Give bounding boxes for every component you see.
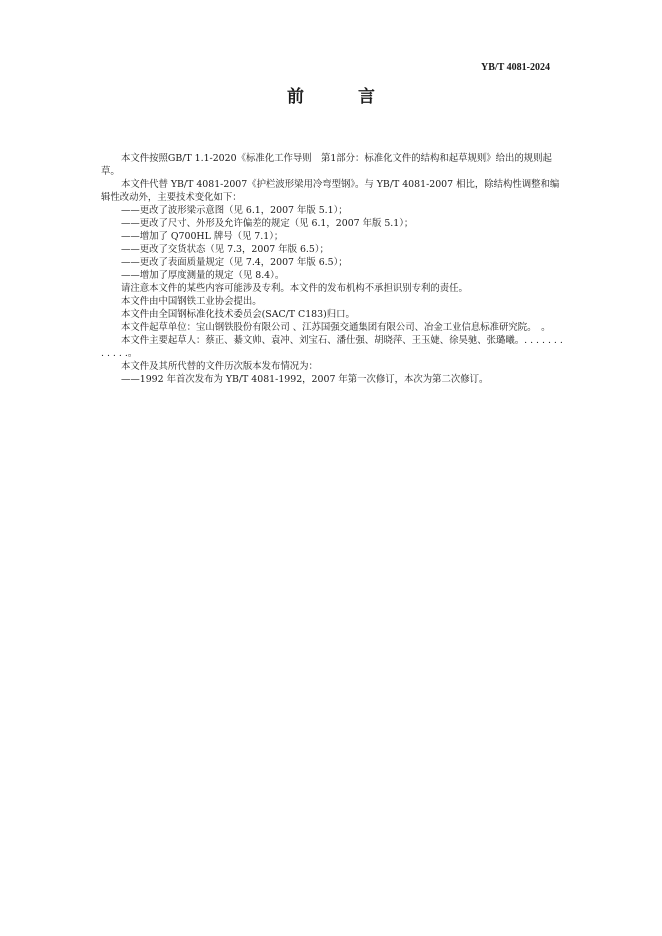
list-item: ——更改了交货状态（见 7.3，2007 年版 6.5）； bbox=[121, 244, 329, 255]
list-item: ——增加了 Q700HL 牌号（见 7.1）； bbox=[121, 231, 284, 242]
list-item: ——增加了厚度测量的规定（见 8.4）。 bbox=[121, 270, 285, 281]
paragraph: 本文件主要起草人：蔡正、綦文帅、袁冲、刘宝石、潘仕强、胡晓萍、王玉婕、徐昊驰、张璐曦。. . . . . . . . . . . .。 bbox=[101, 335, 563, 359]
page-title: 前 言 bbox=[287, 87, 399, 107]
foreword-body bbox=[101, 152, 564, 386]
list-item: ——更改了表面质量规定（见 7.4，2007 年版 6.5）； bbox=[121, 257, 348, 268]
paragraph: 本文件由中国钢铁工业协会提出。 bbox=[121, 296, 262, 307]
list-item: ——更改了波形梁示意图（见 6.1，2007 年版 5.1）； bbox=[121, 205, 348, 216]
paragraph: 本文件起草单位：宝山钢铁股份有限公司 、江苏国强交通集团有限公司、冶金工业信息标准研究院。 。 bbox=[121, 322, 551, 333]
paragraph: 本文件按照GB/T 1.1-2020《标准化工作导则 第1部分：标准化文件的结构和起草规则》给出的规则起草。 bbox=[101, 153, 552, 177]
list-item: ——更改了尺寸、外形及允许偏差的规定（见 6.1，2007 年版 5.1）； bbox=[121, 218, 414, 229]
list-item: ——1992 年首次发布为 YB/T 4081-1992，2007 年第一次修订，本次为第二次修订。 bbox=[121, 374, 489, 385]
paragraph: 本文件由全国钢标准化技术委员会(SAC/T C183)归口。 bbox=[121, 309, 355, 320]
paragraph: 请注意本文件的某些内容可能涉及专利。本文件的发布机构不承担识别专利的责任。 bbox=[121, 283, 468, 294]
paragraph: 本文件及其所代替的文件历次版本发布情况为： bbox=[121, 361, 318, 372]
paragraph: 本文件代替 YB/T 4081-2007《护栏波形梁用冷弯型钢》。与 YB/T 4081-2007 相比，除结构性调整和编辑性改动外，主要技术变化如下： bbox=[101, 179, 560, 203]
standard-number: YB/T 4081-2024 bbox=[481, 62, 550, 73]
